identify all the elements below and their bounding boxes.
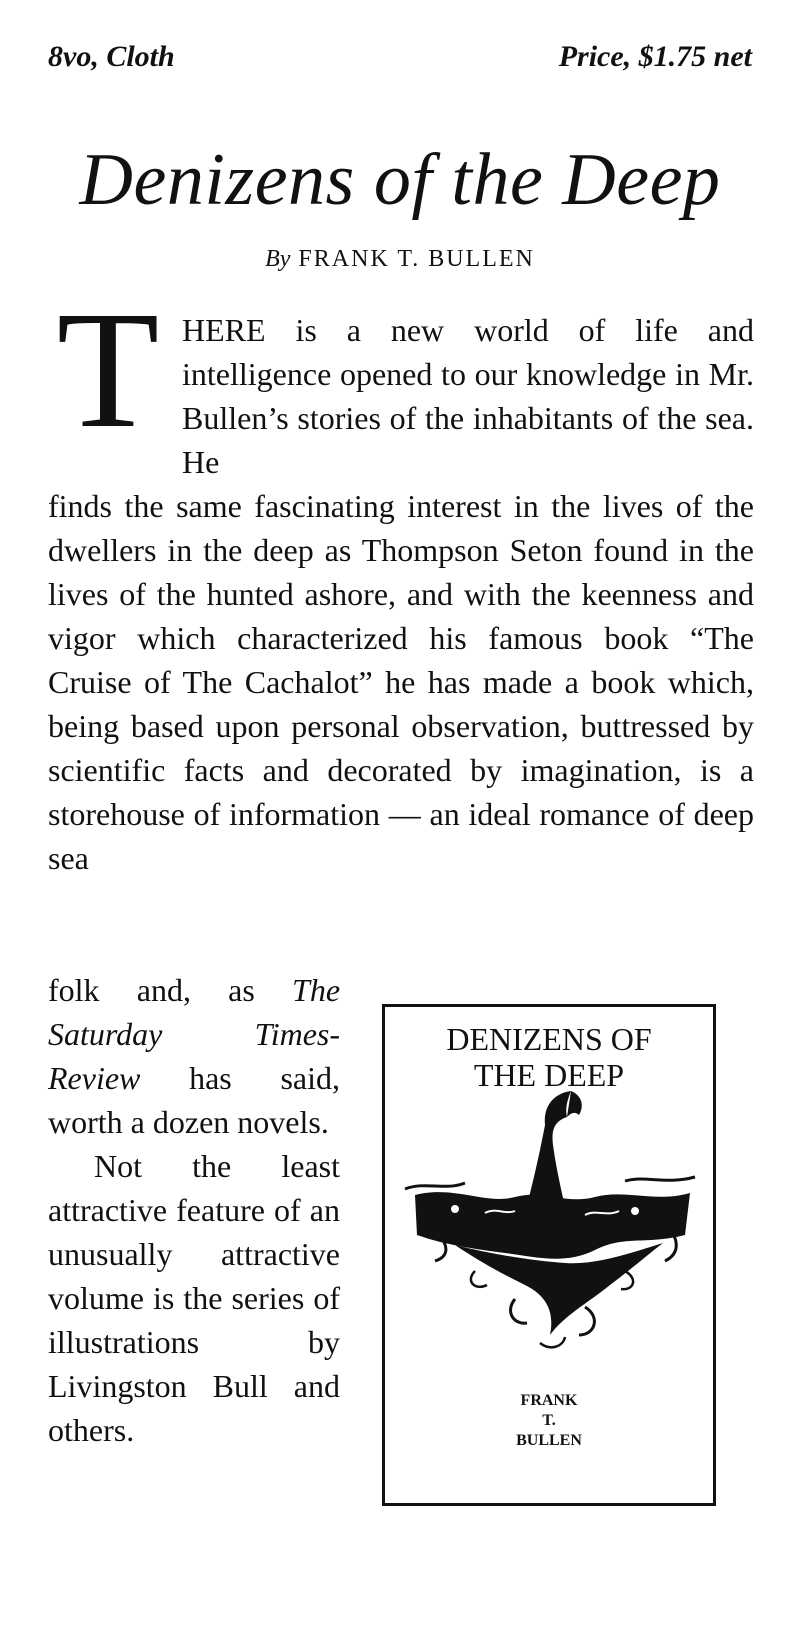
drop-cap: T xyxy=(56,277,160,463)
byline-by: By xyxy=(265,246,291,272)
byline-author: FRANK T. BULLEN xyxy=(298,246,535,272)
closing-end: has said, worth a dozen novels. xyxy=(48,1060,340,1140)
cover-title-line-1: DENIZENS OF xyxy=(446,1021,652,1057)
paragraph-1-opening: HERE is a new world of life and intelligence opened to our knowledge in Mr. Bullen’s stories of the inhabitants of the sea. He xyxy=(182,312,754,480)
paragraph-1-body: finds the same fascinating interest in the lives of the dwellers in the deep as Thompson Seton found in the lives of the hunted ashore, and with the keenness and vigor which characterized his famous book “The Cruise of The Cachalot” he has made a book which, being based upon personal observation, buttressed by scientific facts and decorated by imagination, is a storehouse of information — an ideal romance of deep sea xyxy=(48,488,754,876)
book-title: Denizens of the Deep xyxy=(79,139,721,221)
cover-author-line-3: BULLEN xyxy=(516,1432,582,1449)
book-cover-illustration xyxy=(382,1004,716,1506)
cover-title xyxy=(385,1021,713,1093)
paragraph-2: Not the least attractive feature of an unusually attractive volume is the series of illustrations by Livingston Bull and others. xyxy=(48,1148,340,1448)
review-source-title: The Saturday Times-Review xyxy=(48,972,341,1096)
cover-author-line-1: FRANK xyxy=(520,1392,578,1409)
cover-title-line-2: THE DEEP xyxy=(473,1057,625,1093)
cover-author xyxy=(385,1391,713,1451)
whale-tail-in-waves-art xyxy=(395,1085,705,1355)
format-label: 8vo, Cloth xyxy=(48,40,175,73)
cover-author-line-2: T. xyxy=(542,1412,556,1429)
paragraph-1-closing xyxy=(48,968,340,1144)
price-label: Price, $1.75 net xyxy=(558,40,752,73)
closing-start: folk and, as xyxy=(48,972,255,1008)
byline xyxy=(0,246,800,273)
